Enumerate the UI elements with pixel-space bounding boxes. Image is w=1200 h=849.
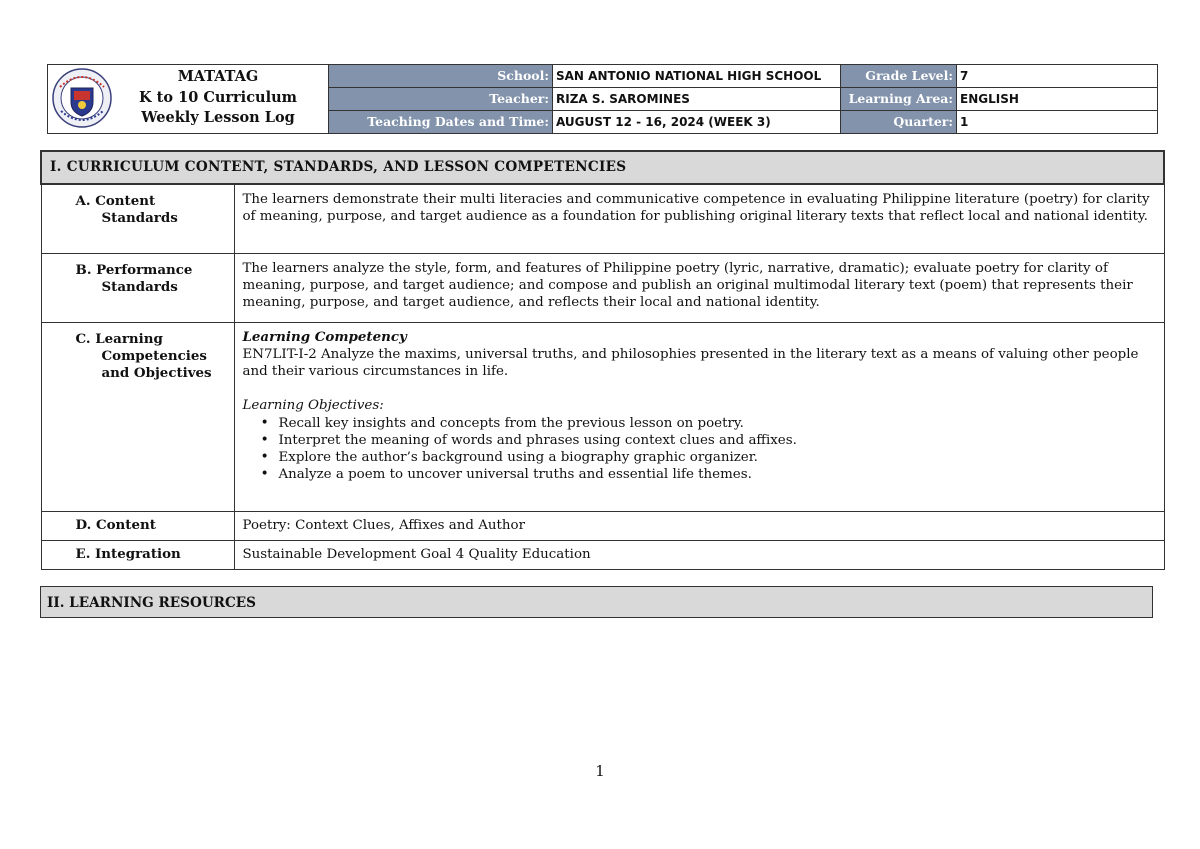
- dates-value: AUGUST 12 - 16, 2024 (WEEK 3): [553, 111, 841, 134]
- content-label: D. Content: [41, 511, 234, 540]
- section-2-title: II. LEARNING RESOURCES: [40, 586, 1153, 618]
- competency-text: EN7LIT-I-2 Analyze the maxims, universal truths, and philosophies presented in the literary text as a means of valuing other people and their various circumstances in life.: [242, 346, 1139, 380]
- content-standards-label: [41, 184, 234, 253]
- performance-standards-label-1: B. Performance: [75, 261, 193, 278]
- competencies-label-1: C. Learning: [75, 330, 163, 347]
- title-line-3: Weekly Lesson Log: [141, 109, 295, 126]
- competencies-cell: [234, 322, 1164, 511]
- content-text: Poetry: Context Clues, Affixes and Author: [234, 511, 1164, 540]
- content-standards-text: The learners demonstrate their multi literacies and communicative competence in evaluating Philippine literature (poetry) for clarity of meaning, purpose, and target audience as a foundation for publishing original literary texts that reflect local and national identity.: [234, 184, 1164, 253]
- area-label: Learning Area:: [841, 88, 957, 111]
- section-1-title: I. CURRICULUM CONTENT, STANDARDS, AND LESSON COMPETENCIES: [41, 151, 1164, 184]
- objective-item: • Analyze a poem to uncover universal truths and essential life themes.: [261, 466, 1156, 483]
- dates-label: Teaching Dates and Time:: [329, 111, 553, 134]
- grade-label: Grade Level:: [841, 65, 957, 88]
- teacher-label: Teacher:: [329, 88, 553, 111]
- competencies-label-3: and Objectives: [101, 365, 212, 382]
- area-value: ENGLISH: [957, 88, 1158, 111]
- content-standards-label-1: A. Content: [75, 193, 156, 210]
- quarter-value: 1: [957, 111, 1158, 134]
- objective-item: • Recall key insights and concepts from the previous lesson on poetry.: [261, 415, 1156, 432]
- deped-seal-icon: [52, 67, 112, 129]
- performance-standards-row: [41, 253, 1164, 322]
- integration-text: Sustainable Development Goal 4 Quality Education: [234, 540, 1164, 569]
- grade-value: 7: [957, 65, 1158, 88]
- school-value: SAN ANTONIO NATIONAL HIGH SCHOOL: [553, 65, 841, 88]
- performance-standards-text: The learners analyze the style, form, and features of Philippine poetry (lyric, narrative, dramatic); evaluate poetry for clarity of meaning, purpose, and target audience; and compose and publish an original multimodal literary text (poem) that represents their meaning, purpose, and target audience, and reflects their local and national identity.: [234, 253, 1164, 322]
- objective-item: • Interpret the meaning of words and phrases using context clues and affixes.: [261, 432, 1156, 449]
- curriculum-section: [40, 150, 1165, 570]
- content-standards-label-2: Standards: [101, 210, 178, 227]
- content-row: [41, 511, 1164, 540]
- log-title: [108, 67, 328, 129]
- logo-title-cell: [48, 65, 329, 134]
- objective-item: • Explore the author’s background using a biography graphic organizer.: [261, 449, 1156, 466]
- competencies-row: [41, 322, 1164, 511]
- quarter-label: Quarter:: [841, 111, 957, 134]
- title-line-2: K to 10 Curriculum: [139, 88, 297, 106]
- content-standards-row: [41, 184, 1164, 253]
- competencies-label-2: Competencies: [101, 347, 207, 364]
- competencies-label: [41, 322, 234, 511]
- integration-label: E. Integration: [41, 540, 234, 569]
- integration-row: [41, 540, 1164, 569]
- page-number: 1: [595, 762, 605, 780]
- competency-title: Learning Competency: [242, 328, 407, 345]
- performance-standards-label-2: Standards: [101, 278, 178, 295]
- school-label: School:: [329, 65, 553, 88]
- performance-standards-label: [41, 253, 234, 322]
- objectives-list: [243, 415, 1156, 484]
- title-line-1: MATATAG: [177, 68, 259, 85]
- objectives-title: Learning Objectives:: [242, 398, 384, 414]
- teacher-value: RIZA S. SAROMINES: [553, 88, 841, 111]
- header-table: [47, 64, 1158, 134]
